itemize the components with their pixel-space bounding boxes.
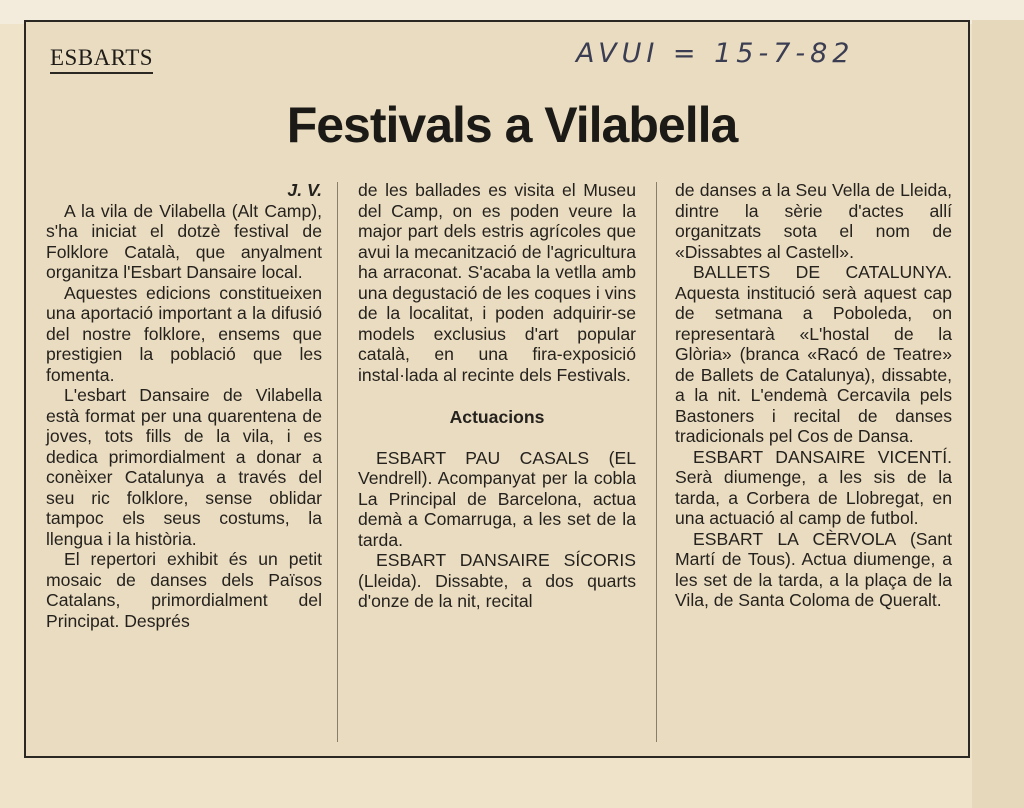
subheading: Actuacions bbox=[449, 407, 545, 427]
paragraph: ESBART DANSAIRE SÍCORIS (Lleida). Dissabte, a dos quarts d'onze de la nit, recital bbox=[358, 550, 636, 611]
paragraph: A la vila de Vilabella (Alt Camp), s'ha iniciat el dotzè festival de Folklore Català, que anyalment organitza l'Esbart Dansaire local. bbox=[46, 200, 322, 282]
headline: Festivals a Vilabella bbox=[286, 97, 738, 153]
paragraph: Aquestes edicions constitueixen una aportació important a la difusió del nostre folklore, ensems que prestigien la població que les fomenta. bbox=[46, 282, 322, 385]
paragraph: de les ballades es visita el Museu del Camp, on es poden veure la major part dels estris agrícoles que avui la mecanització de l'agricultura ha arraconat. S'acaba la vetlla amb una degustació de les coques i vins de la localitat, i poden adquirir-se models exclusius d'art popular català, en una fira-exposició instal·lada al recinte dels Festivals. bbox=[358, 180, 636, 385]
paragraph: ESBART PAU CASALS (EL Vendrell). Acompanyat per la cobla La Principal de Barcelona, actua demà a Comarruga, a les set de la tarda. bbox=[358, 447, 636, 550]
byline: J. V. bbox=[287, 180, 322, 200]
article-column-1 bbox=[46, 180, 322, 631]
handwritten-date-note: AVUI = 15-7-82 bbox=[576, 38, 855, 69]
paragraph: ESBART DANSAIRE VICENTÍ. Serà diumenge, a les sis de la tarda, a Corbera de Llobregat, en una actuació al camp de futbol. bbox=[675, 446, 952, 528]
column-divider bbox=[656, 182, 657, 742]
section-label: ESBARTS bbox=[50, 45, 153, 74]
paragraph: de danses a la Seu Vella de Lleida, dintre la sèrie d'actes allí organitzats sota el nom de «Dissabtes al Castell». bbox=[675, 180, 952, 262]
paragraph: El repertori exhibit és un petit mosaic de danses dels Països Catalans, primordialment del Principat. Després bbox=[46, 549, 322, 631]
article-column-3 bbox=[675, 180, 952, 611]
article-column-2 bbox=[358, 180, 636, 612]
column-divider bbox=[337, 182, 338, 742]
paragraph: BALLETS DE CATALUNYA. Aquesta institució serà aquest cap de setmana a Poboleda, on representarà «L'hostal de la Glòria» (branca «Racó de Teatre» de Ballets de Catalunya), dissabte, a la nit. L'endemà Cercavila pels Bastoners i recital de danses tradicionals pel Cos de Dansa. bbox=[675, 262, 952, 446]
paragraph: L'esbart Dansaire de Vilabella està format per una quarentena de joves, tots fills de la vila, i es dedica primordialment a donar a conèixer Catalunya a través del seu ric folklore, sense oblidar tampoc els seus costums, la llengua i la història. bbox=[46, 385, 322, 549]
paragraph: ESBART LA CÈRVOLA (Sant Martí de Tous). Actua diumenge, a les set de la tarda, a la plaça de la Vila, de Santa Coloma de Queralt. bbox=[675, 528, 952, 610]
